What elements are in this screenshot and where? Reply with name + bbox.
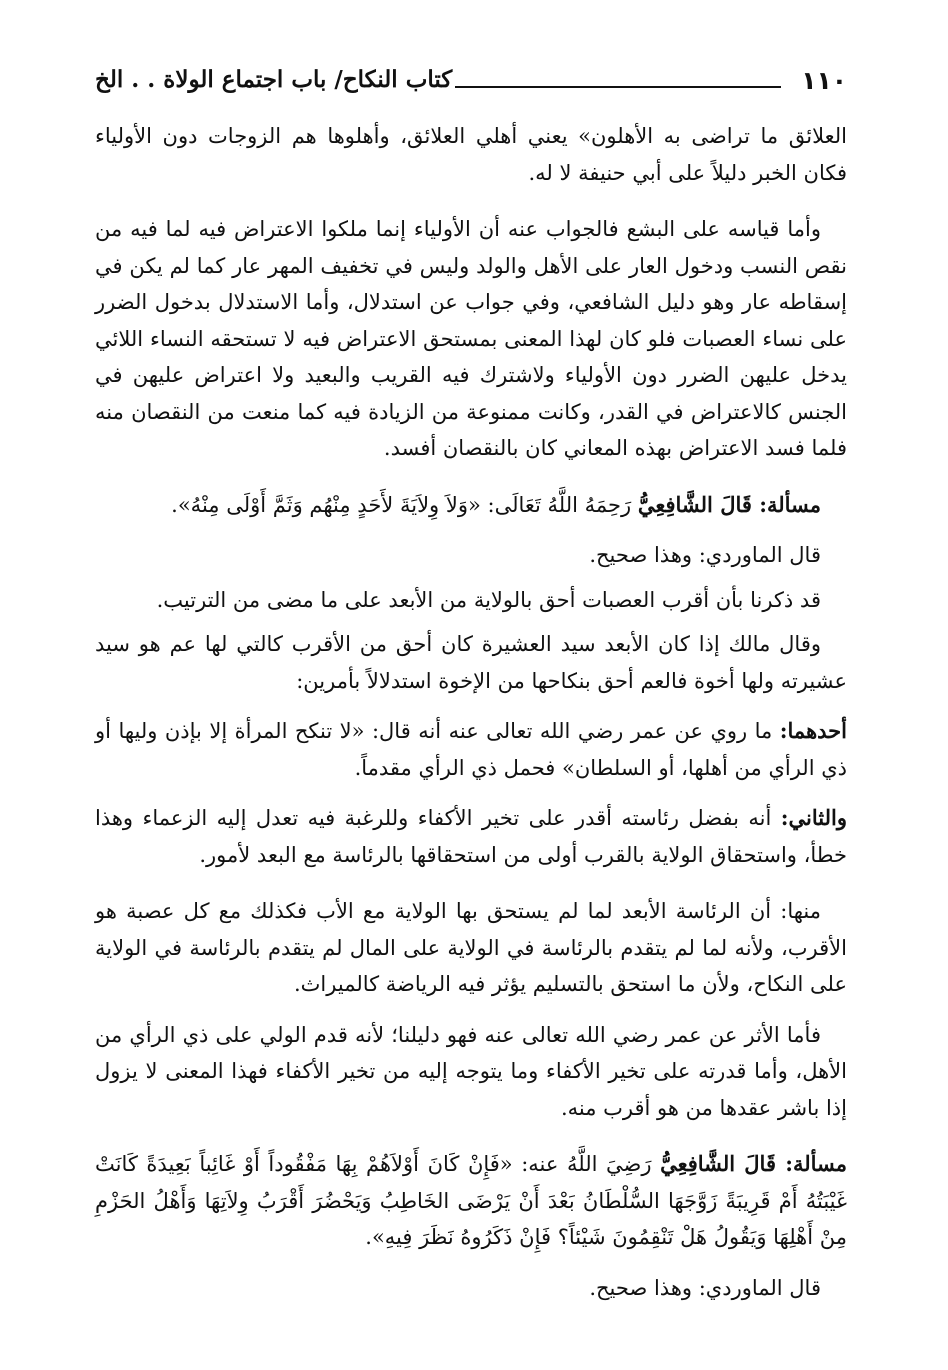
paragraph-text: رَضِيَ اللَّهُ عنه: «فَإِنْ كَانَ أَوْلاَهُمْ بِهَا مَفْقُوداً أَوْ غَائِباً بَعِيدَةً كَانَتْ غَيْبَتُهُ أَمْ قَرِيبَةً زَوَّجَهَا السُّلْطَانُ بَعْدَ أَنْ يَرْضَى الخَاطِبُ وَيَحْضُرَ أَقْرَبُ وِلاَتِهَا وَأَهْلُ الحَزْمِ مِنْ أَهْلِهَا وَيَقُولُ هَلْ تَنْقِمُونَ شَيْئاً؟ فَإِنْ ذَكَرُوهُ نَظَرَ فِيهِ». bbox=[95, 1152, 847, 1249]
paragraph-1 bbox=[95, 118, 847, 191]
paragraph-9 bbox=[95, 893, 847, 1003]
paragraph-text: وأما قياسه على البشع فالجواب عنه أن الأولياء إنما ملكوا الاعتراض فيه لما فيه من نقص النسب ودخول العار على الأهل والولد وليس في تخفيف المهر عار كما لم يكن في إسقاطه عار وهو دليل الشافعي، وفي جواب عن استدلال، وأما الاستدلال بدخول الضرر على نساء العصبات فلو كان لهذا المعنى بمستحق الاعتراض فيه لا تستحقه النساء اللائي يدخل عليهن الضرر دون الأولياء ولاشترك فيه القريب والبعيد ولا اعتراض عليهن في الجنس كالاعتراض في القدر، وكانت ممنوعة من الزيادة فيه كما منعت من النقصان منه فلما فسد الاعتراض بهذه المعاني كان بالنقصان أفسد. bbox=[95, 217, 847, 460]
paragraph-text: العلائق ما تراضى به الأهلون» يعني أهلي العلائق، وأهلوها هم الزوجات دون الأولياء فكان الخبر دليلاً على أبي حنيفة لا له. bbox=[95, 124, 847, 185]
masala-heading-2 bbox=[95, 1146, 847, 1256]
page-number: ١١٠ bbox=[801, 66, 847, 95]
header-rule bbox=[455, 86, 781, 88]
paragraph-5 bbox=[95, 582, 847, 619]
paragraph-text: قال الماوردي: وهذا صحيح. bbox=[589, 543, 821, 567]
paragraph-text: قال الماوردي: وهذا صحيح. bbox=[589, 1275, 821, 1300]
paragraph-text: أنه بفضل رئاسته أقدر على تخير الأكفاء وللرغبة فيه تعدل إليه الزعماء وهذا خطأ، واستحقاق الولاية بالقرب أولى من استحقاقها بالرئاسة مع البعد لأمور. bbox=[95, 806, 847, 867]
masala-lead: مسألة: قَالَ الشَّافِعِيُّ bbox=[637, 491, 821, 517]
paragraph-12 bbox=[95, 1270, 847, 1307]
paragraph-lead: والثاني: bbox=[780, 805, 847, 830]
paragraph-text: رَحِمَهُ اللَّهُ تَعَالَى: «وَلاَ وِلاَيَةَ لأَحَدٍ مِنْهُم وَثَمَّ أَوْلَى مِنْهُ». bbox=[171, 492, 638, 517]
paragraph-8 bbox=[95, 800, 847, 873]
paragraph-text: وقال مالك إذا كان الأبعد سيد العشيرة كان أحق من الأقرب كالتي لها عم هو سيد عشيرته ولها أخوة فالعم أحق بنكاحها من الإخوة استدلالاً بأمرين: bbox=[95, 632, 847, 693]
paragraph-2 bbox=[95, 211, 847, 467]
masala-lead: مسألة: قَالَ الشَّافِعِيُّ bbox=[660, 1151, 847, 1176]
masala-heading-1 bbox=[95, 487, 847, 524]
paragraph-text: فأما الأثر عن عمر رضي الله تعالى عنه فهو دليلنا؛ لأنه قدم الولي على ذي الرأي من الأهل، وأما قدرته على تخير الأكفاء وما يتوجه إليه من تخير الأكفاء فهذا المعنى لا يزول إذا باشر عقدها من هو أقرب منه. bbox=[95, 1022, 847, 1120]
paragraph-text: منها: أن الرئاسة الأبعد لما لم يستحق بها الولاية مع الأب فكذلك مع كل عصبة هو الأقرب، ولأنه لما لم يتقدم بالرئاسة في الولاية على المال لم يتقدم بالرئاسة في الولاية على النكاح، ولأن ما استحق بالتسليم يؤثر فيه الرياضة كالميراث. bbox=[95, 899, 847, 996]
running-title: كتاب النكاح/ باب اجتماع الولاة . . الخ bbox=[95, 66, 453, 93]
paragraph-7 bbox=[95, 713, 847, 786]
paragraph-10 bbox=[95, 1017, 847, 1127]
page-body bbox=[95, 118, 847, 1306]
paragraph-lead: أحدهما: bbox=[779, 718, 847, 743]
paragraph-text: ما روي عن عمر رضي الله تعالى عنه أنه قال: «لا تنكح المرأة إلا بإذن وليها أو ذي الرأي من أهلها، أو السلطان» فحمل ذي الرأي مقدماً. bbox=[95, 719, 847, 780]
paragraph-4 bbox=[95, 537, 847, 574]
paragraph-text: قد ذكرنا بأن أقرب العصبات أحق بالولاية من الأبعد على ما مضى من الترتيب. bbox=[156, 587, 821, 612]
page-header bbox=[95, 66, 847, 100]
paragraph-6 bbox=[95, 626, 847, 699]
